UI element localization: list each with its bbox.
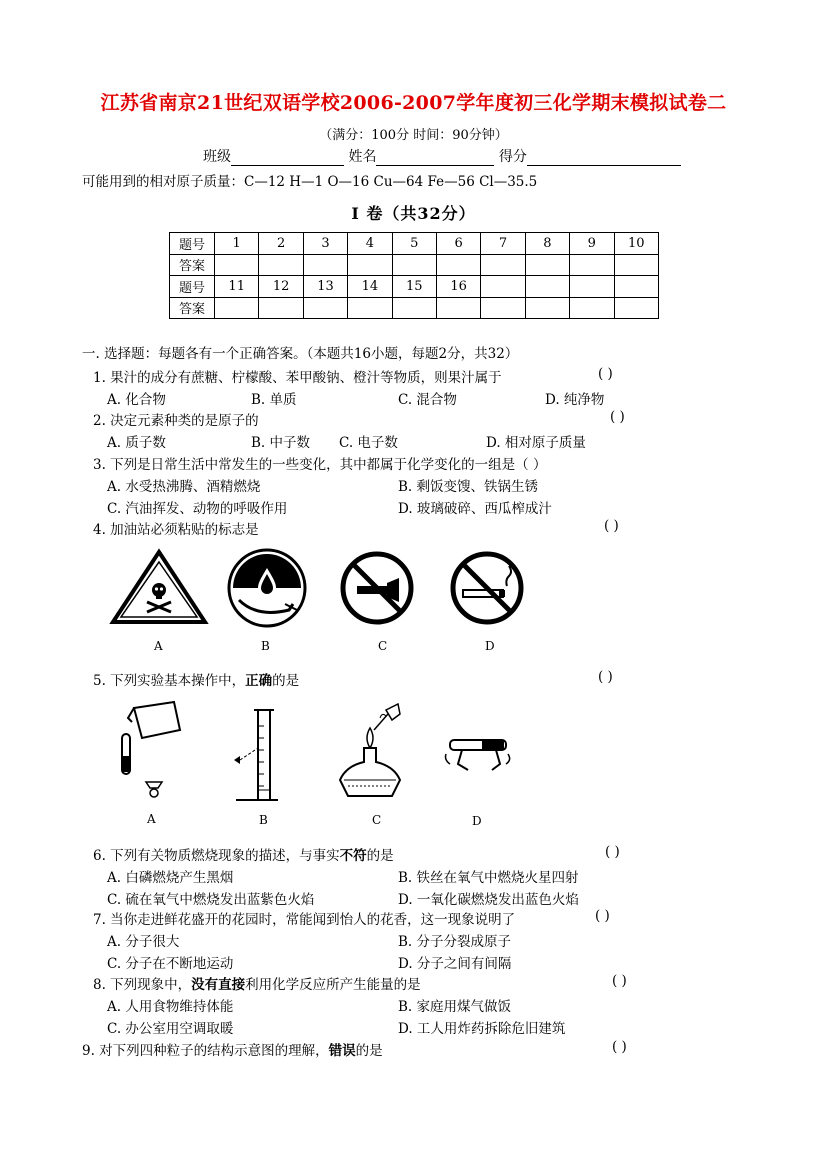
table-row	[170, 297, 659, 319]
row-label-num: 题号	[170, 233, 215, 255]
question-6-option-b: B. 铁丝在氧气中燃烧火星四射	[398, 870, 579, 886]
page-title: 江苏省南京21世纪双语学校2006-2007学年度初三化学期末模拟试卷二	[100, 92, 727, 114]
table-cell: 16	[436, 276, 480, 298]
question-2-stem: 2. 决定元素种类的是原子的	[93, 413, 259, 429]
stem-text: 8. 下列现象中，	[93, 977, 192, 993]
table-cell: 10	[614, 233, 658, 255]
stem-text: 6. 下列有关物质燃烧现象的描述，与事实	[93, 848, 340, 864]
answer-cell[interactable]	[392, 254, 436, 276]
table-cell: 6	[436, 233, 480, 255]
section-one-heading: 一. 选择题：每题各有一个正确答案。（本题共16小题，每题2分，共32）	[82, 346, 519, 362]
table-cell: 3	[303, 233, 347, 255]
table-cell	[614, 297, 658, 319]
question-1-option-d: D. 纯净物	[545, 392, 605, 408]
name-label: 姓名	[348, 149, 377, 165]
question-1-option-b: B. 单质	[251, 392, 297, 408]
figure-label-b: B	[261, 639, 270, 653]
question-6-option-c: C. 硫在氧气中燃烧发出蓝紫色火焰	[107, 892, 315, 908]
toxic-sign-figure-icon	[111, 550, 207, 626]
table-cell: 11	[215, 276, 259, 298]
answer-cell[interactable]	[570, 254, 614, 276]
question-2-option-b: B. 中子数	[251, 435, 311, 451]
table-row	[170, 276, 659, 298]
table-cell: 15	[392, 276, 436, 298]
answer-cell[interactable]	[215, 297, 259, 319]
score-blank[interactable]	[527, 150, 681, 166]
stem-text: 9. 对下列四种粒子的结构示意图的理解，	[82, 1043, 329, 1059]
table-cell	[481, 297, 525, 319]
answer-cell[interactable]	[215, 254, 259, 276]
section-title: I 卷（共32分）	[351, 204, 476, 223]
table-cell: 14	[348, 276, 392, 298]
question-7-answer-paren[interactable]: ( )	[595, 908, 610, 924]
question-5-answer-paren[interactable]: ( )	[598, 669, 613, 685]
answer-cell[interactable]	[259, 297, 303, 319]
question-4-stem: 4. 加油站必须粘贴的标志是	[93, 522, 259, 538]
question-4-answer-paren[interactable]: ( )	[604, 518, 619, 534]
no-honking-sign-figure-icon	[339, 550, 415, 626]
stem-text: 的是	[366, 848, 394, 864]
question-5-stem	[93, 669, 299, 689]
figure-label-a: A	[154, 639, 163, 653]
answer-cell[interactable]	[303, 254, 347, 276]
answer-cell[interactable]	[348, 254, 392, 276]
row-label-ans: 答案	[170, 254, 215, 276]
figure-label-d: D	[485, 639, 495, 653]
stem-text: 的是	[355, 1043, 383, 1059]
question-6-stem	[93, 844, 394, 864]
reading-cylinder-figure-icon	[228, 708, 280, 804]
question-7-option-b: B. 分子分裂成原子	[398, 934, 512, 950]
figure-label-d: D	[472, 814, 482, 828]
question-1-stem: 1. 果汁的成分有蔗糖、柠檬酸、苯甲酸钠、橙汁等物质，则果汁属于	[93, 370, 502, 386]
figure-label-c: C	[378, 639, 388, 653]
question-1-option-a: A. 化合物	[107, 392, 166, 408]
answer-cell[interactable]	[303, 297, 347, 319]
question-9-answer-paren[interactable]: ( )	[612, 1039, 627, 1055]
corrosive-sign-figure-icon	[227, 548, 307, 628]
stem-text: 5. 下列实验基本操作中，	[93, 673, 246, 689]
question-3-option-c: C. 汽油挥发、动物的呼吸作用	[107, 501, 288, 517]
table-cell: 5	[392, 233, 436, 255]
question-3-stem[interactable]: 3. 下列是日常生活中常发生的一些变化，其中都属于化学变化的一组是（ ）	[93, 457, 547, 473]
table-cell	[570, 276, 614, 298]
question-8-option-c: C. 办公室用空调取暖	[107, 1021, 234, 1037]
question-7-option-c: C. 分子在不断地运动	[107, 956, 234, 972]
question-1-answer-paren[interactable]: ( )	[598, 366, 613, 382]
stem-emphasis: 不符	[339, 848, 367, 864]
stem-emphasis: 错误	[328, 1043, 356, 1059]
question-8-option-d: D. 工人用炸药拆除危旧建筑	[398, 1021, 566, 1037]
table-cell	[481, 276, 525, 298]
answer-cell[interactable]	[436, 254, 480, 276]
question-2-option-d: D. 相对原子质量	[486, 435, 586, 451]
answer-cell[interactable]	[392, 297, 436, 319]
table-cell: 1	[215, 233, 259, 255]
question-7-option-d: D. 分子之间有间隔	[398, 956, 512, 972]
question-2-answer-paren[interactable]: ( )	[610, 409, 625, 425]
answer-cell[interactable]	[436, 297, 480, 319]
heating-tube-figure-icon	[442, 730, 514, 780]
table-cell	[525, 276, 569, 298]
class-label: 班级	[203, 149, 231, 165]
question-7-stem: 7. 当你走进鲜花盛开的花园时，常能闻到怡人的花香，这一现象说明了	[93, 912, 516, 928]
stem-text: 的是	[272, 673, 300, 689]
question-8-stem	[93, 973, 421, 993]
answer-cell[interactable]	[348, 297, 392, 319]
question-7-option-a: A. 分子很大	[107, 934, 180, 950]
score-label: 得分	[498, 149, 527, 165]
stem-text: 利用化学反应所产生能量的是	[245, 977, 421, 993]
row-label-num: 题号	[170, 276, 215, 298]
table-row	[170, 233, 659, 255]
figure-label-a: A	[147, 812, 156, 826]
pouring-liquid-figure-icon	[112, 700, 184, 800]
figure-label-c: C	[372, 813, 382, 827]
table-cell	[525, 297, 569, 319]
question-6-option-d: D. 一氧化碳燃烧发出蓝色火焰	[398, 892, 579, 908]
table-cell	[570, 297, 614, 319]
question-3-option-b: B. 剩饭变馊、铁锅生锈	[398, 479, 539, 495]
answer-table	[169, 232, 659, 319]
table-cell: 13	[303, 276, 347, 298]
stem-emphasis: 没有直接	[191, 977, 246, 993]
question-6-answer-paren[interactable]: ( )	[605, 844, 620, 860]
name-blank[interactable]	[376, 150, 494, 166]
table-cell: 12	[259, 276, 303, 298]
subtitle: （满分：100分 时间：90分钟）	[319, 128, 508, 143]
question-3-option-d: D. 玻璃破碎、西瓜榨成汁	[398, 501, 552, 517]
question-2-option-c: C. 电子数	[339, 435, 398, 451]
class-blank[interactable]	[231, 150, 344, 166]
table-cell: 2	[259, 233, 303, 255]
question-8-option-b: B. 家庭用煤气做饭	[398, 999, 512, 1015]
question-8-option-a: A. 人用食物维持体能	[107, 999, 234, 1015]
answer-cell[interactable]	[259, 254, 303, 276]
student-info-fields	[203, 146, 681, 166]
table-cell: 9	[570, 233, 614, 255]
question-1-option-c: C. 混合物	[398, 392, 457, 408]
table-cell: 7	[481, 233, 525, 255]
stem-emphasis: 正确	[245, 673, 273, 689]
answer-cell[interactable]	[614, 254, 658, 276]
figure-label-b: B	[259, 813, 268, 827]
question-2-option-a: A. 质子数	[107, 435, 166, 451]
no-smoking-sign-figure-icon	[449, 550, 525, 626]
table-cell: 4	[348, 233, 392, 255]
question-9-stem	[82, 1039, 383, 1059]
answer-cell[interactable]	[481, 254, 525, 276]
lighting-lamp-figure-icon	[334, 700, 406, 800]
question-8-answer-paren[interactable]: ( )	[612, 973, 627, 989]
atomic-masses: 可能用到的相对原子质量：C—12 H—1 O—16 Cu—64 Fe—56 Cl—35.5	[82, 174, 538, 190]
question-6-option-a: A. 白磷燃烧产生黑烟	[107, 870, 234, 886]
table-row	[170, 254, 659, 276]
table-cell: 8	[525, 233, 569, 255]
table-cell	[614, 276, 658, 298]
row-label-ans: 答案	[170, 297, 215, 319]
question-3-option-a: A. 水受热沸腾、酒精燃烧	[107, 479, 261, 495]
answer-cell[interactable]	[525, 254, 569, 276]
